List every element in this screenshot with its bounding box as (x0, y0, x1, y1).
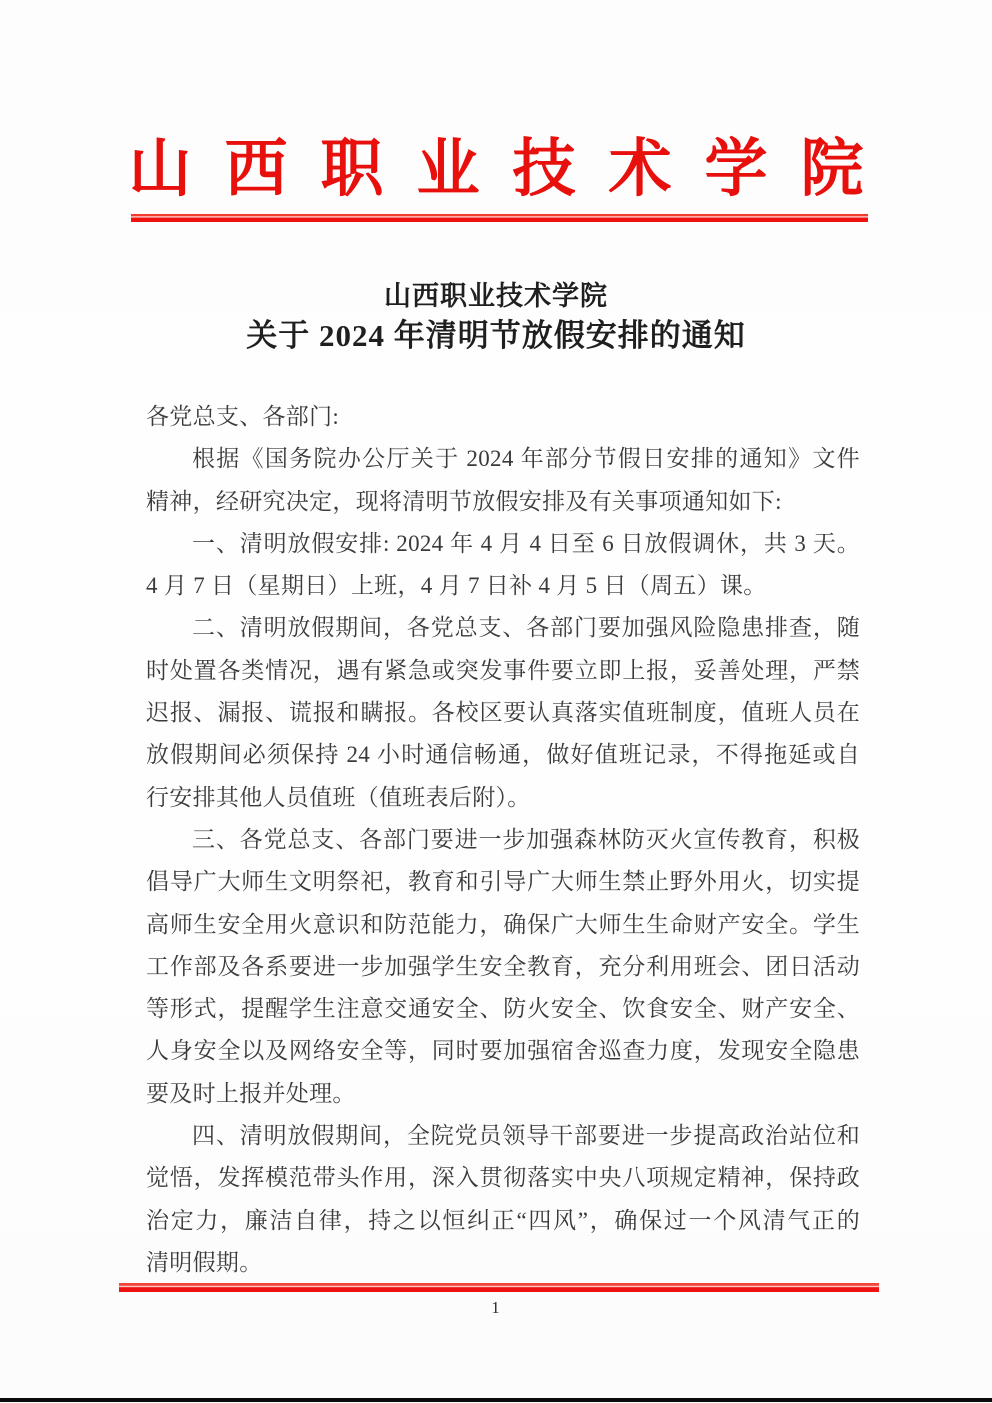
document-title-line1: 山西职业技术学院 (384, 281, 608, 311)
footer-rule (119, 1283, 879, 1292)
section-4-line-3: 治定力，廉洁自律，持之以恒纠正“四风”，确保过一个风清气正的 (146, 1207, 860, 1233)
section-4-line-1: 四、清明放假期间，全院党员领导干部要进一步提高政治站位和 (192, 1123, 860, 1149)
section-3-line-3: 高师生安全用火意识和防范能力，确保广大师生生命财产安全。学生 (146, 911, 860, 937)
page-number: 1 (491, 1298, 501, 1317)
section-1-line-1: 一、清明放假安排: 2024 年 4 月 4 日至 6 日放假调休，共 3 天。 (192, 530, 860, 556)
section-3-line-7: 要及时上报并处理。 (146, 1080, 356, 1106)
section-2-line-4: 放假期间必须保持 24 小时通信畅通，做好值班记录，不得拖延或自 (146, 742, 860, 768)
section-4-line-4: 清明假期。 (146, 1249, 263, 1275)
notice-body (146, 396, 860, 1284)
section-3-line-1: 三、各党总支、各部门要进一步加强森林防灭火宣传教育，积极 (192, 826, 860, 852)
letterhead-org-name: 山西职业技术学院 (128, 134, 897, 204)
section-2-line-2: 时处置各类情况，遇有紧急或突发事件要立即上报，妥善处理，严禁 (146, 657, 860, 683)
photo-bottom-edge (0, 1398, 992, 1402)
letterhead-rule (131, 214, 868, 222)
document-title (0, 278, 992, 357)
section-3-line-2: 倡导广大师生文明祭祀，教育和引导广大师生禁止野外用火，切实提 (146, 869, 860, 895)
intro-line-2: 精神，经研究决定，现将清明节放假安排及有关事项通知如下: (146, 488, 782, 514)
section-1-line-2: 4 月 7 日（星期日）上班，4 月 7 日补 4 月 5 日（周五）课。 (146, 573, 767, 599)
intro-line-1: 根据《国务院办公厅关于 2024 年部分节假日安排的通知》文件 (192, 446, 860, 472)
document-title-line2: 关于 2024 年清明节放假安排的通知 (246, 318, 746, 353)
section-3-line-5: 等形式，提醒学生注意交通安全、防火安全、饮食安全、财产安全、 (146, 996, 860, 1022)
section-3-line-6: 人身安全以及网络安全等，同时要加强宿舍巡查力度，发现安全隐患 (146, 1038, 860, 1064)
section-3-line-4: 工作部及各系要进一步加强学生安全教育，充分利用班会、团日活动 (146, 953, 860, 979)
section-4-line-2: 觉悟，发挥模范带头作用，深入贯彻落实中央八项规定精神，保持政 (146, 1165, 860, 1191)
section-2-line-3: 迟报、漏报、谎报和瞒报。各校区要认真落实值班制度，值班人员在 (146, 700, 860, 726)
section-2-line-5: 行安排其他人员值班（值班表后附）。 (146, 784, 531, 810)
section-2-line-1: 二、清明放假期间，各党总支、各部门要加强风险隐患排查，随 (192, 615, 860, 641)
salutation: 各党总支、各部门: (146, 404, 340, 429)
